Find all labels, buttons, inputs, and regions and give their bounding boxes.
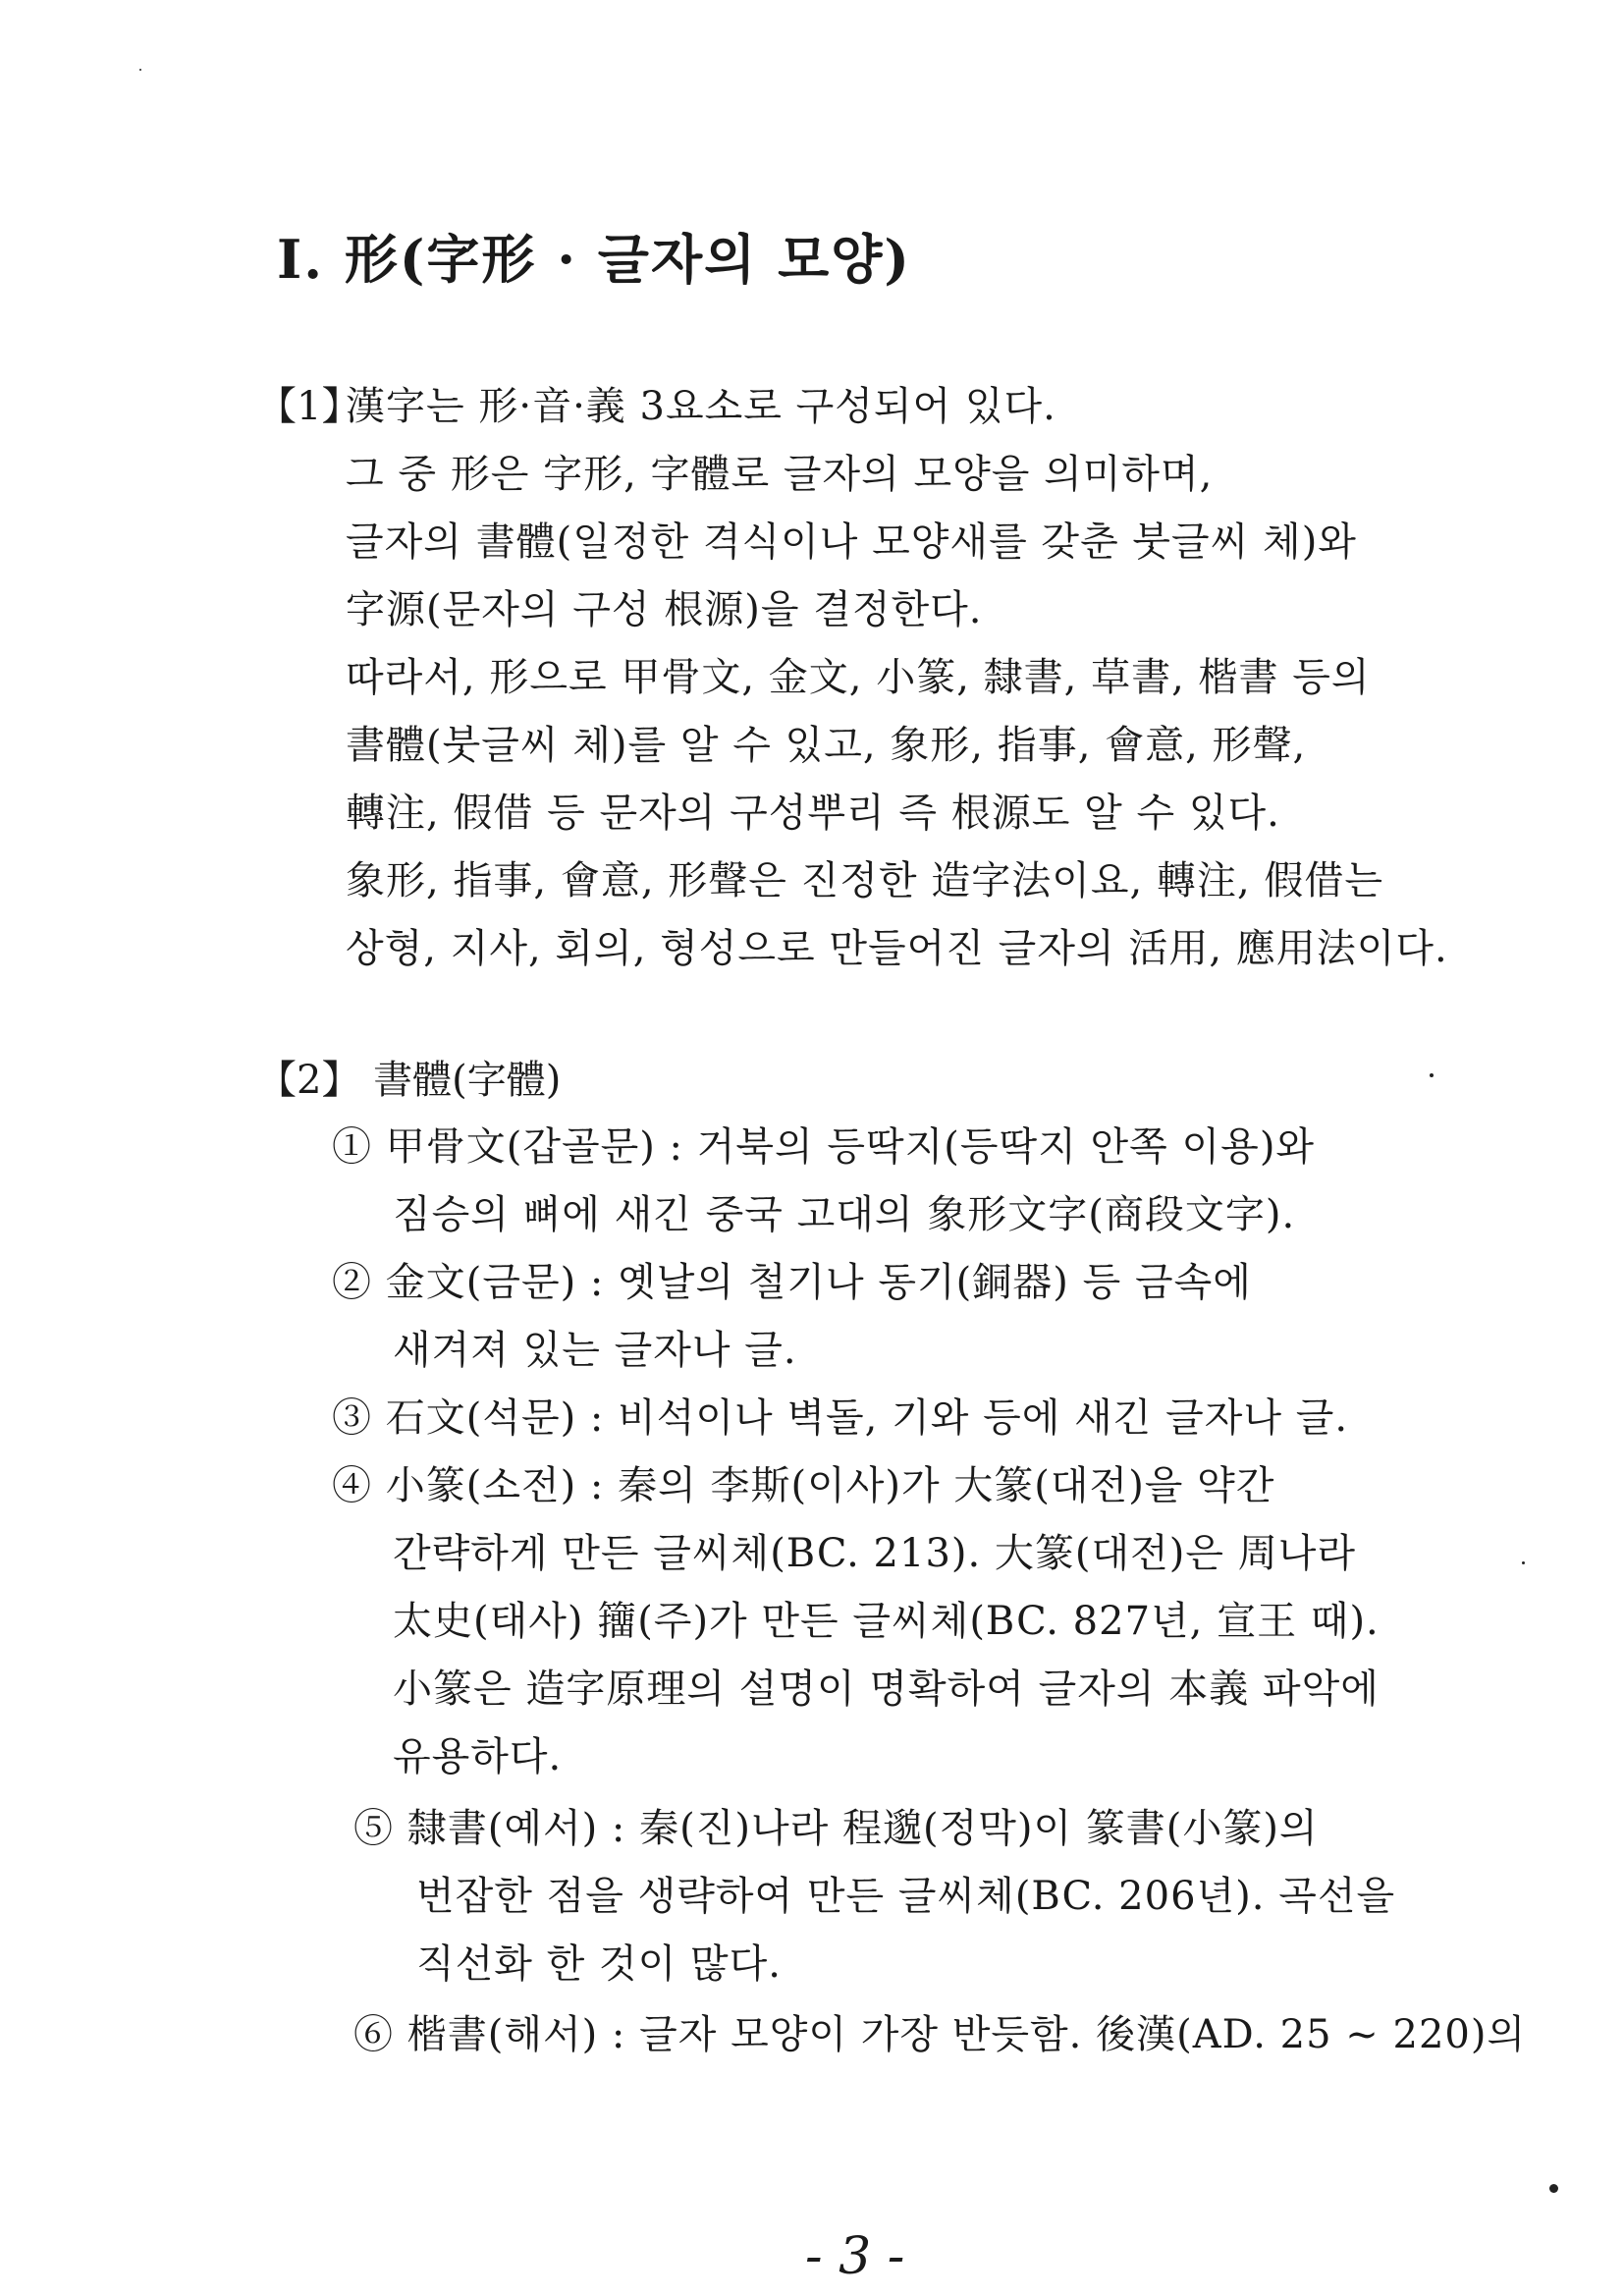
- section-1-line: 字源(문자의 구성 根源)을 결정한다.: [346, 587, 983, 632]
- section-1-label: 【1】: [257, 384, 361, 429]
- list-item-line: 짐승의 뼈에 새긴 중국 고대의 象形文字(商段文字).: [393, 1192, 1296, 1237]
- list-item-line: 小篆은 造字原理의 설명이 명확하여 글자의 本義 파악에: [393, 1667, 1380, 1712]
- section-1-line: 漢字는 形·音·義 3요소로 구성되어 있다.: [346, 384, 1056, 429]
- list-item-head: ③ 石文(석문) : 비석이나 벽돌, 기와 등에 새긴 글자나 글.: [332, 1395, 1349, 1441]
- section-1-line: 따라서, 形으로 甲骨文, 金文, 小篆, 隸書, 草書, 楷書 등의: [346, 655, 1371, 700]
- section-1-line: 書體(붓글씨 체)를 알 수 있고, 象形, 指事, 會意, 形聲,: [346, 723, 1307, 768]
- page-number: - 3 -: [805, 2227, 905, 2286]
- list-item-head: ④ 小篆(소전) : 秦의 李斯(이사)가 大篆(대전)을 약간: [332, 1463, 1275, 1508]
- list-item-head: ① 甲骨文(갑골문) : 거북의 등딱지(등딱지 안쪽 이용)와: [332, 1124, 1316, 1170]
- list-item-head: ⑥ 楷書(해서) : 글자 모양이 가장 반듯함. 後漢(AD. 25 ~ 220)의: [353, 2012, 1527, 2057]
- list-item-head: ⑤ 隸書(예서) : 秦(진)나라 程邈(정막)이 篆書(小篆)의: [353, 1806, 1319, 1851]
- section-2-heading: 【2】 書體(字體): [257, 1058, 562, 1103]
- scan-speck: [1522, 1561, 1525, 1564]
- list-item-line: 새겨져 있는 글자나 글.: [393, 1328, 797, 1373]
- chapter-title: Ⅰ. 形(字形 · 글자의 모양): [277, 228, 911, 291]
- section-1-line: 象形, 指事, 會意, 形聲은 진정한 造字法이요, 轉注, 假借는: [346, 858, 1384, 903]
- section-1-line: 轉注, 假借 등 문자의 구성뿌리 즉 根源도 알 수 있다.: [346, 791, 1280, 836]
- list-item-line: 직선화 한 것이 많다.: [416, 1941, 782, 1987]
- list-item-head: ② 金文(금문) : 옛날의 철기나 동기(銅器) 등 금속에: [332, 1260, 1252, 1305]
- section-1-line: 상형, 지사, 회의, 형성으로 만들어진 글자의 活用, 應用法이다.: [346, 926, 1448, 971]
- list-item-line: 번잡한 점을 생략하여 만든 글씨체(BC. 206년). 곡선을: [416, 1874, 1396, 1919]
- list-item-line: 간략하게 만든 글씨체(BC. 213). 大篆(대전)은 周나라: [393, 1531, 1357, 1576]
- list-item-line: 太史(태사) 籒(주)가 만든 글씨체(BC. 827년, 宣王 때).: [393, 1599, 1380, 1644]
- scan-speck: [1549, 2184, 1558, 2193]
- scan-speck: [139, 69, 141, 71]
- list-item-line: 유용하다.: [393, 1734, 563, 1779]
- section-1-line: 그 중 形은 字形, 字體로 글자의 모양을 의미하며,: [346, 452, 1214, 497]
- section-1-line: 글자의 書體(일정한 격식이나 모양새를 갖춘 붓글씨 체)와: [346, 519, 1357, 565]
- scan-speck: [1430, 1073, 1434, 1077]
